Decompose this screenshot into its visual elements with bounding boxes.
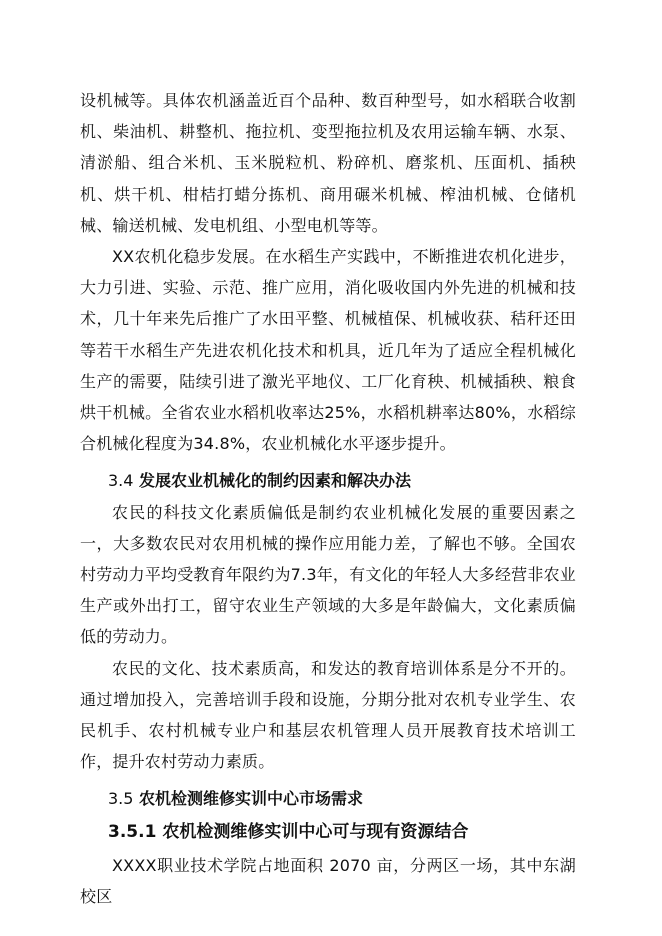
- paragraph-machinery-types: 设机械等。具体农机涵盖近百个品种、数百种型号，如水稻联合收割机、柴油机、耕整机、拖拉机、变型拖拉机及农用运输车辆、水泵、清淤船、组合米机、玉米脱粒机、粉碎机、磨浆机、压面机、插秧机、烘干机、柑桔打蜡分拣机、商用碾米机械、榨油机械、仓储机械、输送机械、发电机组、小型电机等等。: [80, 91, 576, 235]
- section-heading-3-5: [80, 783, 576, 814]
- section-number: 3.5: [108, 789, 134, 809]
- section-number: 3.5.1: [108, 821, 157, 842]
- section-title: 农机检测维修实训中心可与现有资源结合: [162, 821, 469, 842]
- document-body: [80, 85, 576, 912]
- section-heading-3-5-1: [80, 815, 576, 850]
- section-title: 发展农业机械化的制约因素和解决办法: [139, 471, 412, 491]
- paragraph-farmer-quality: 农民的科技文化素质偏低是制约农业机械化发展的重要因素之一，大多数农民对农用机械的操作应用能力差，了解也不够。全国农村劳动力平均受教育年限约为7.3年，有文化的年轻人大多经营非农业生产或外出打工，留守农业生产领域的大多是年龄偏大，文化素质偏低的劳动力。: [80, 502, 576, 647]
- paragraph-college-area: XXXX职业技术学院占地面积 2070 亩，分两区一场，其中东湖校区: [80, 855, 576, 906]
- paragraph-mechanization-progress: XX农机化稳步发展。在水稻生产实践中，不断推进农机化进步，大力引进、实验、示范、推广应用，消化吸收国内外先进的机械和技术，几十年来先后推广了水田平整、机械植保、机械收获、秸秆还田等若干水稻生产先进农机化技术和机具，近几年为了适应全程机械化生产的需要，陆续引进了激光平地仪、工厂化育秧、机械插秧、粮食烘干机械。全省农业水稻机收率达25%，水稻机耕率达80%，水稻综合机械化程度为34.8%，农业机械化水平逐步提升。: [80, 247, 576, 454]
- section-title: 农机检测维修实训中心市场需求: [139, 789, 364, 809]
- paragraph-training-system: 农民的文化、技术素质高，和发达的教育培训体系是分不开的。通过增加投入，完善培训手段和设施，分期分批对农机专业学生、农民机手、农村机械专业户和基层农机管理人员开展教育技术培训工作，提升农村劳动力素质。: [80, 658, 576, 772]
- section-heading-3-4: [80, 465, 576, 496]
- section-number: 3.4: [108, 471, 134, 491]
